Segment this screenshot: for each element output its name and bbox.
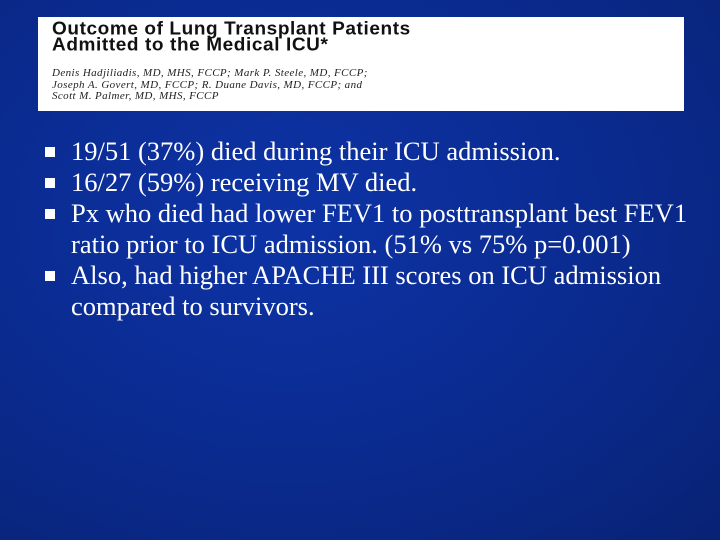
- bullet-text: Px who died had lower FEV1 to posttransplant best FEV1 ratio prior to ICU admission. (51% vs 75% p=0.001): [71, 198, 688, 259]
- bullet-text: 19/51 (37%) died during their ICU admission.: [71, 136, 561, 166]
- square-bullet-icon: [45, 209, 55, 219]
- square-bullet-icon: [45, 147, 55, 157]
- bullet-item: [45, 136, 695, 167]
- title-image: [38, 17, 684, 111]
- bullet-item: [45, 260, 695, 322]
- article-authors: Denis Hadjiliadis, MD, MHS, FCCP; Mark P. Steele, MD, FCCP; Joseph A. Govert, MD, FCCP; R. Duane Davis, MD, FCCP; and Scott M. Palmer, MD, MHS, FCCP: [52, 67, 368, 102]
- bullet-text: 16/27 (59%) receiving MV died.: [71, 167, 418, 197]
- bullet-item: [45, 167, 695, 198]
- bullet-list: [45, 136, 695, 322]
- article-title: Outcome of Lung Transplant Patients Admitted to the Medical ICU*: [52, 19, 411, 56]
- square-bullet-icon: [45, 271, 55, 281]
- square-bullet-icon: [45, 178, 55, 188]
- bullet-text: Also, had higher APACHE III scores on ICU admission compared to survivors.: [71, 260, 662, 321]
- bullet-item: [45, 198, 695, 260]
